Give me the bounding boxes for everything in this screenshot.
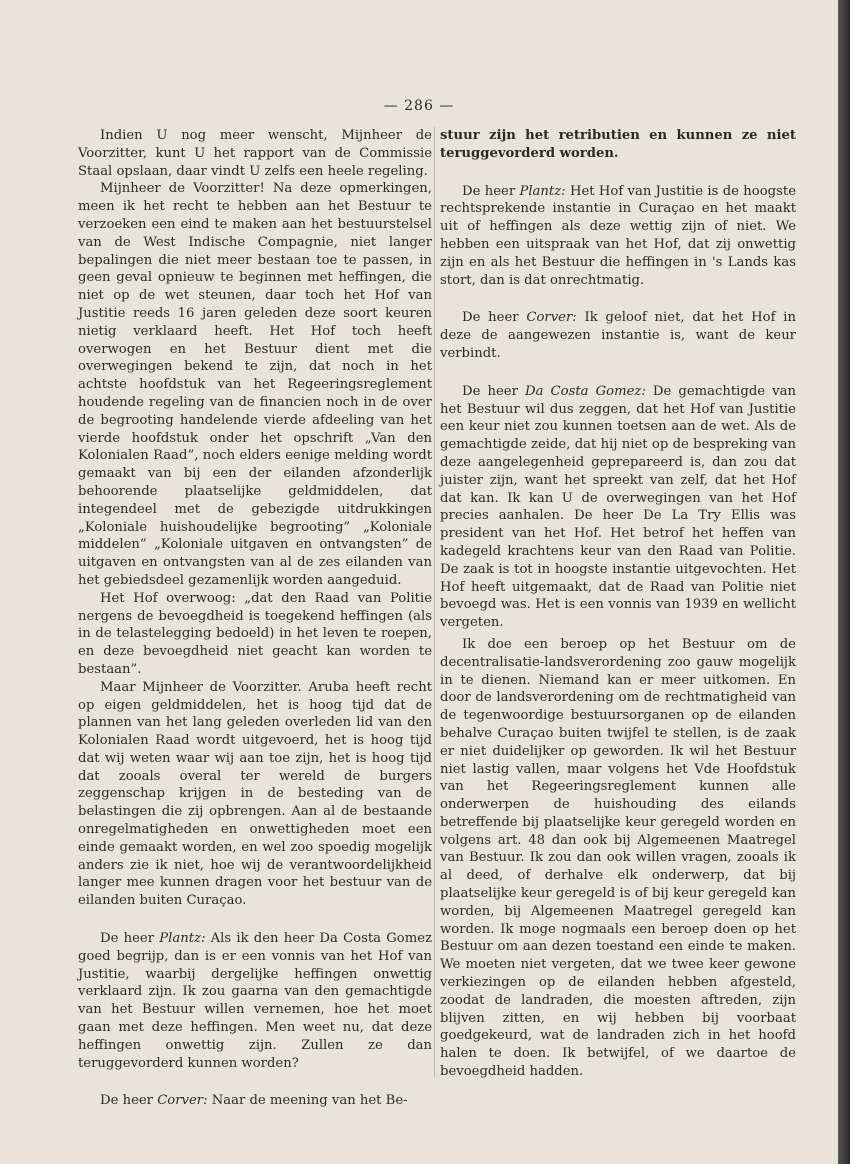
paragraph: Mijnheer de Voorzitter! Na deze opmerkingen, meen ik het recht te hebben aan het Bestuur te verzoeken een eind te maken aan het bestuurstelsel van de West Indische Compagnie, niet langer bepalingen die niet meer bestaan toe te passen, in geen geval opnieuw te beginnen met heffingen, die niet op de wet steunen, daar toch het Hof van Justitie reeds 16 jaren geleden deze soort keuren nietig verklaard heeft. Het Hof toch heeft overwogen en het Bestuur dient met die overwegingen bekend te zijn, dat noch in het achtste hoofdstuk van het Regeeringsreglement houdende regeling van de financien noch in de over de begrooting handelende vierde afdeeling van het vierde hoofdstuk onder het opschrift „Van den Kolonialen Raad”, noch elders eenige melding wordt gemaakt van bij een der eilanden afzonderlijk behoorende plaatselijke geldmiddelen, dat integendeel met de gebezigde uitdrukkingen „Koloniale huishoudelijke begrooting” „Koloniale middelen” „Koloniale uitgaven en ontvangsten” de uitgaven en ontvangsten van al de zes eilanden van het gebiedsdeel gezamenlijk worden aangeduid. bbox=[78, 181, 432, 588]
speech-text: Naar de meening van het Be- bbox=[211, 1093, 408, 1109]
speech-text: Als ik den heer Da Costa Gomez goed begrijp, dan is er een vonnis van het Hof van Justitie, waarbij dergelijke heffingen onwettig verklaard zijn. Ik zou gaarna van den gemachtigde van het Bestuur willen vernemen, hoe het moet gaan met deze heffingen. Men weet nu, dat deze heffingen onwettig zijn. Zullen ze dan teruggevorderd kunnen worden? bbox=[78, 931, 432, 1071]
speech-text: Ik geloof niet, dat het Hof in deze de aangewezen instantie is, want de keur verbindt. bbox=[440, 310, 796, 361]
speaker-prefix: De heer bbox=[100, 1093, 153, 1109]
scan-edge bbox=[838, 0, 850, 1164]
speech-text: De gemachtigde van het Bestuur wil dus zeggen, dat het Hof van Justitie een keur niet zou kunnen toetsen aan de wet. Als de gemachtigde zeide, dat hij niet op de bespreking van deze aangelegenheid geprepareerd is, dan zou dat juister zijn, want het spreekt van zelf, dat het Hof dat kan. Ik kan U de overwegingen van het Hof precies aanhalen. De heer De La Try Ellis was president van het Hof. Het betrof het heffen van kadegeld krachtens keur van den Raad van Politie. De zaak is tot in hoogste instantie uitgevochten. Het Hof heeft uitgemaakt, dat de Raad van Politie niet bevoegd was. Het is een vonnis van 1939 en wellicht vergeten. bbox=[440, 383, 796, 631]
speaker-prefix: De heer bbox=[462, 383, 518, 399]
speaker-prefix: De heer bbox=[100, 931, 155, 947]
speech-paragraph bbox=[440, 183, 796, 290]
paragraph: Ik doe een beroep op het Bestuur om de decentralisatie-landsverordening zoo gauw mogelijk in te dienen. Niemand kan er meer uitkomen. En door de landsverordening om de rechtmatigheid van de tegenwoordige bestuursorganen op de eilanden behalve Curaçao buiten twijfel te stellen, is de zaak er niet duidelijker op geworden. Ik wil het Bestuur niet lastig vallen, maar volgens het Vde Hoofdstuk van het Regeeringsreglement kunnen alle onderwerpen de huishouding des eilands betreffende bij plaatselijke keur geregeld worden en volgens art. 48 dan ook bij Algemeenen Maatregel van Bestuur. Ik zou dan ook willen vragen, zooals ik al deed, of derhalve elk onderwerp, dat bij plaatselijke keur geregeld is of bij keur geregeld kan worden, bij Algemeenen Maatregel geregeld kan worden. Ik moge nogmaals een beroep doen op het Bestuur om aan dezen toestand een einde te maken. We moeten niet vergeten, dat we twee keer gewone verkiezingen op de eilanden hebben afgesteld, zoodat de landraden, die moesten aftreden, zijn blijven zitten, en wij hebben bij voorbaat goedgekeurd, wat de landraden zich in het hoofd halen te doen. Ik betwijfel, of we daartoe de bevoegdheid hadden. bbox=[440, 636, 796, 1080]
speech-paragraph bbox=[440, 383, 796, 632]
speaker-name: Corver: bbox=[157, 1093, 208, 1109]
speaker-prefix: De heer bbox=[462, 183, 516, 199]
speech-text: Het Hof van Justitie is de hoogste rechtsprekende instantie in Curaçao en het maakt uit of heffingen als deze wettig zijn of niet. We hebben een uitspraak van het Hof, dat zij onwettig zijn en als het Bestuur die heffingen in 's Lands kas stort, dan is dat onrechtmatig. bbox=[440, 183, 796, 288]
speaker-name: Plantz: bbox=[159, 931, 206, 947]
bold-text: stuur zijn het retributien en kunnen ze niet teruggevorderd worden. bbox=[440, 128, 796, 161]
speaker-name: Plantz: bbox=[519, 183, 566, 199]
speech-paragraph bbox=[78, 930, 432, 1072]
paragraph bbox=[440, 127, 796, 163]
page-number: — 286 — bbox=[383, 98, 455, 114]
paragraph: Het Hof overwoog: „dat den Raad van Politie nergens de bevoegdheid is toegekend heffingen (als in de telastelegging bedoeld) in het leven te roepen, en deze bevoegdheid niet geacht kan worden te bestaan”. bbox=[78, 590, 432, 677]
paragraph: Maar Mijnheer de Voorzitter. Aruba heeft recht op eigen geldmiddelen, het is hoog tijd dat de plannen van het lang geleden overleden lid van den Kolonialen Raad wordt uitgevoerd, het is hoog tijd dat wij weten waar wij aan toe zijn, het is hoog tijd dat zooals overal ter wereld de burgers zeggenschap krijgen in de besteding van de belastingen die zij opbrengen. Aan al de bestaande onregelmatigheden en onwettigheden moet een einde gemaakt worden, en wel zoo spoedig mogelijk anders zie ik niet, hoe wij de verantwoordelijkheid langer mee kunnen dragen voor het bestuur van de eilanden buiten Curaçao. bbox=[78, 679, 432, 909]
speech-paragraph bbox=[78, 1092, 432, 1110]
speaker-name: Corver: bbox=[526, 310, 577, 326]
speaker-name: Da Costa Gomez: bbox=[525, 383, 646, 399]
speech-paragraph bbox=[440, 309, 796, 362]
left-column bbox=[78, 127, 432, 1110]
column-divider bbox=[434, 127, 435, 1077]
right-column bbox=[440, 127, 796, 1081]
speaker-prefix: De heer bbox=[462, 310, 519, 326]
paragraph: Indien U nog meer wenscht, Mijnheer de Voorzitter, kunt U het rapport van de Commissie Staal opslaan, daar vindt U zelfs een heele regeling. bbox=[78, 128, 432, 179]
